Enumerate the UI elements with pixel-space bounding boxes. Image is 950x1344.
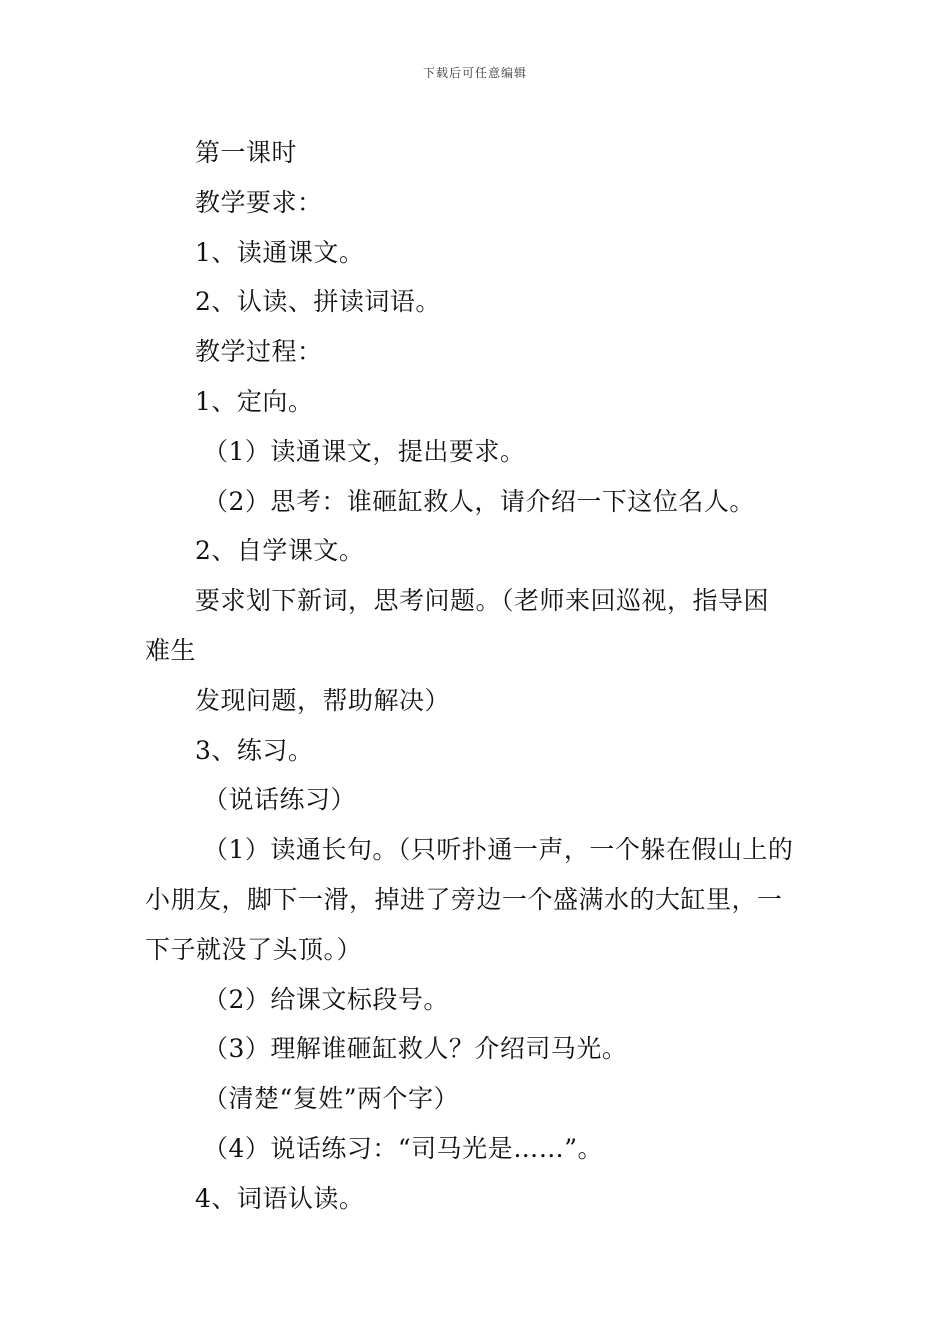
doc-line: （1）读通长句。（只听扑通一声，一个躲在假山上的 <box>203 835 794 865</box>
doc-line: 小朋友，脚下一滑，掉进了旁边一个盛满水的大缸里，一 <box>145 884 783 914</box>
doc-line: （2）思考：谁砸缸救人，请介绍一下这位名人。 <box>203 486 755 516</box>
doc-line: 下子就没了头顶。） <box>145 934 363 964</box>
doc-line: （3）理解谁砸缸救人？介绍司马光。 <box>203 1034 628 1064</box>
doc-line: 1、定向。 <box>195 386 314 416</box>
doc-line: （4）说话练习：“司马光是……”。 <box>203 1133 603 1163</box>
doc-line: 难生 <box>145 635 197 665</box>
page-header: 下载后可任意编辑 <box>422 66 527 80</box>
document-body <box>145 128 810 1224</box>
doc-line: 发现问题，帮助解决） <box>195 685 451 715</box>
doc-line: 4、词语认读。 <box>195 1183 365 1213</box>
doc-line: 第一课时 <box>195 138 298 167</box>
doc-line: （2）给课文标段号。 <box>203 984 449 1014</box>
doc-line: 1、读通课文。 <box>195 237 365 267</box>
doc-line: 教学过程： <box>195 337 323 367</box>
doc-line: 要求划下新词，思考问题。（老师来回巡视，指导困 <box>195 586 770 616</box>
doc-line: 教学要求： <box>195 187 323 217</box>
doc-line: 2、自学课文。 <box>195 536 365 566</box>
doc-line: （说话练习） <box>203 785 357 815</box>
doc-line: （1）读通课文，提出要求。 <box>203 436 526 466</box>
doc-line: 2、认读、拼读词语。 <box>195 287 441 317</box>
doc-line: （清楚“复姓”两个字） <box>203 1084 460 1114</box>
doc-line: 3、练习。 <box>195 735 314 765</box>
